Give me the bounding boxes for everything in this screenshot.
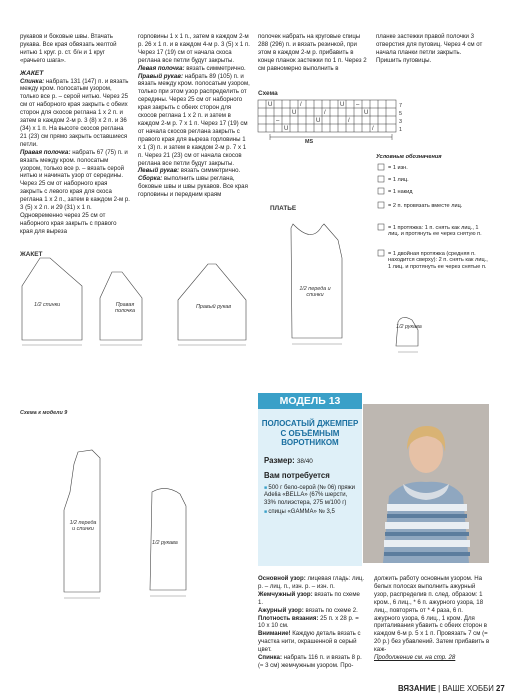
legend-item-3: = 1 накид <box>388 189 413 195</box>
label-rukav: Правый рукав <box>196 304 232 310</box>
col4-text: планке застежки правой полочки 3 отверстия для пуговиц. Через 4 см от начала планки петли закрыть. Пришить пуговицы. <box>376 33 483 64</box>
model9-heading: Схема к модели 9 <box>20 410 68 416</box>
footer-rest: | ВАШЕ ХОББИ <box>436 684 494 693</box>
svg-text:U: U <box>292 110 297 116</box>
legend-title: Условные обозначения <box>376 154 442 160</box>
legend-boxes <box>378 164 384 256</box>
model-photo <box>363 404 489 563</box>
svg-text:U: U <box>268 102 273 108</box>
svg-text:/: / <box>300 102 302 108</box>
photo-illustration <box>363 404 489 563</box>
col3-text: полочек набрать на круговые спицы 288 (296) п. и вязать резинкой, при этом в каждом 2-м р. прибавить в конце планок застежки по 1 п. Через 2 см равномерно выполнить в <box>258 33 367 72</box>
footer-mag: ВЯЗАНИЕ <box>398 684 436 693</box>
grid-symbols <box>268 102 374 132</box>
label-polochka: Правая полочка <box>115 302 135 314</box>
svg-text:–: – <box>356 102 360 108</box>
svg-text:U: U <box>316 118 321 124</box>
svg-text:U: U <box>284 126 289 132</box>
sb-text: выполнить швы реглана, боковые швы и швы рукавов. Все края горловины и передним краям <box>138 175 248 199</box>
ruk-text: набрать 89 (105) п. и вязать между кром. полосатым узором, только при этом узор распределить от середины. Через 25 см от наборного края закрыть с обеих сторон для скосов реглана 1 х 2 п. и затем в каждом 2-м р. 7 х 1 п. Через 17 (19) см от начала скосов реглана закрыть с правого края для выреза горловины 1 х 1 (3) п. и затем в каждом 2-м р. 7 х 1 п. Через 21 (23) см от начала скосов реглана все петли будут закрыты. <box>138 72 250 167</box>
svg-text:U: U <box>364 110 369 116</box>
page-number: 27 <box>496 684 505 693</box>
label-dress: 1/2 переда и спинки <box>299 286 331 298</box>
page-footer <box>398 684 505 693</box>
lev-lead: Левая полочка: <box>138 64 185 72</box>
prav-text: набрать 67 (75) п. и вязать между кром. полосатым узором, только все р. – вязать серой нитью и начинать узор от середины. Через 25 см от наборного края закрыть с левого края для скоса реглана 1 х 2 п., затем в каждом 2-м р. 3 (5) х 2 п. и 29 (31) х 1 п. Одновременно через 25 см от наборного края закрыть с правого края для выреза <box>20 148 130 235</box>
model-info-panel <box>258 409 362 566</box>
bottom-col-1: Основной узор: лицевая гладь: лиц. р. – лиц. п., изн. р. – изн. п. Жемчужный узор: вязать по схеме 1. Ажурный узор: вязать по схеме 2. Плотность вязания: 25 п. х 28 р. = 10 х 10 см. Внимание! Каждую деталь вязать с участка нити, окрашенной в серый цвет. Спинка: набрать 116 п. и вязать 8 р. (≈ 3 см) жемчужным узором. Про- <box>258 575 365 669</box>
lruk-text: вязать симметрично. <box>180 167 241 175</box>
material-yarn: ■ 500 г бело-серой (№ 06) пряжи Adelia «BELLA» (67% шерсти, 33% полиэстера, 275 м/100 г) <box>264 485 358 508</box>
prav-lead: Правая полочка: <box>20 148 71 156</box>
svg-text:U: U <box>340 102 345 108</box>
model-title: ПОЛОСАТЫЙ ДЖЕМПЕР С ОБЪЁМНЫМ ВОРОТНИКОМ <box>261 419 359 447</box>
col2-a: горловины 1 х 1 п., затем в каждом 2-м р. 26 х 1 п. и в каждом 4-м р. 3 (5) х 1 п. Через 17 (19) см от начала скоса реглана все петли будут закрыты. <box>138 33 250 64</box>
label-m9-ruk: 1/2 рукава <box>152 540 178 546</box>
bottom-col-2 <box>374 575 490 662</box>
legend-item-6: = 1 двойная протяжка (средняя п. находится сверху): 2 п. снять как лиц., 1 лиц. и протянуть ее через снятые п. <box>388 251 488 270</box>
col1-top-text: рукавов и боковые швы. Втачать рукава. Все края обвязать желтой нитью 1 круг. р. ст. б/н и 1 круг «рачьего шага». <box>20 33 117 64</box>
schema-title: Схема <box>258 90 278 97</box>
jacket-heading: ЖАКЕТ <box>20 69 44 77</box>
label-dress-ruk: 1/2 рукава <box>396 324 422 330</box>
lruk-lead: Левый рукав: <box>138 167 180 175</box>
svg-text:/: / <box>348 118 350 124</box>
ms-label: MS <box>305 139 314 145</box>
legend-item-5: = 1 протяжка: 1 п. снять как лиц., 1 лиц. и протянуть ее через снятую п. <box>388 225 482 238</box>
dress-heading: ПЛАТЬЕ <box>270 205 297 212</box>
legend-item-4: = 2 п. провязать вместе лиц. <box>388 203 463 209</box>
spina-text: набрать 131 (147) п. и вязать между кром. полосатым узором, только все р. – серой нитью. Через 25 см от наборного края закрыть с обеих сторон для скосов реглана 1 х 2 п. и затем в каждом 2-м р. 3 (8) х 2 п. и 36 (34) х 1 п. На высоте скосов реглана 21 (23) см прямо закрыть оставшиеся петли. <box>20 77 129 148</box>
svg-text:–: – <box>276 118 280 124</box>
label-spina: 1/2 спинки <box>34 302 61 308</box>
material-needles: ■ спицы «GAMMA» № 3,5 <box>264 509 358 517</box>
materials-heading: Вам потребуется <box>264 470 330 480</box>
jacket-diagrams <box>22 258 246 340</box>
label-m9-body: 1/2 переда и спинки <box>69 520 97 532</box>
ruk-lead: Правый рукав: <box>138 72 184 80</box>
bottom-col-2-text: должить работу основным узором. На белых полосах выполнить ажурный узор, распределив п. след. образом: 1 кром., 6 лиц., * 6 п. ажурного узора, 18 лиц., повторять от * 4 раза, 6 п. ажурного узора, 6 лиц., 1 кром. Для приталивания убавить с обеих сторон в каждом 6-м р. 5 х 1 п. Провязать 7 см (= 20 р.) без убавлений. Затем прибавить в каж- <box>374 575 490 654</box>
continue-note: Продолжение см. на стр. 28 <box>374 654 456 662</box>
lev-text: вязать симметрично. <box>186 64 246 72</box>
model-banner: МОДЕЛЬ 13 <box>258 393 362 409</box>
sb-lead: Сборка: <box>138 175 163 183</box>
jacket-diagram-heading: ЖАКЕТ <box>20 251 43 258</box>
size-label: Размер: <box>264 455 295 465</box>
size-value: 38/40 <box>296 457 313 465</box>
svg-text:/: / <box>372 126 374 132</box>
materials-list <box>258 485 362 517</box>
legend-item-2: = 1 лиц. <box>388 177 409 183</box>
legend-item-1: = 1 изн. <box>388 165 408 171</box>
svg-text:/: / <box>324 110 326 116</box>
grid-row-numbers: 7 5 3 1 <box>399 103 402 133</box>
spina-lead: Спинка: <box>20 77 45 85</box>
